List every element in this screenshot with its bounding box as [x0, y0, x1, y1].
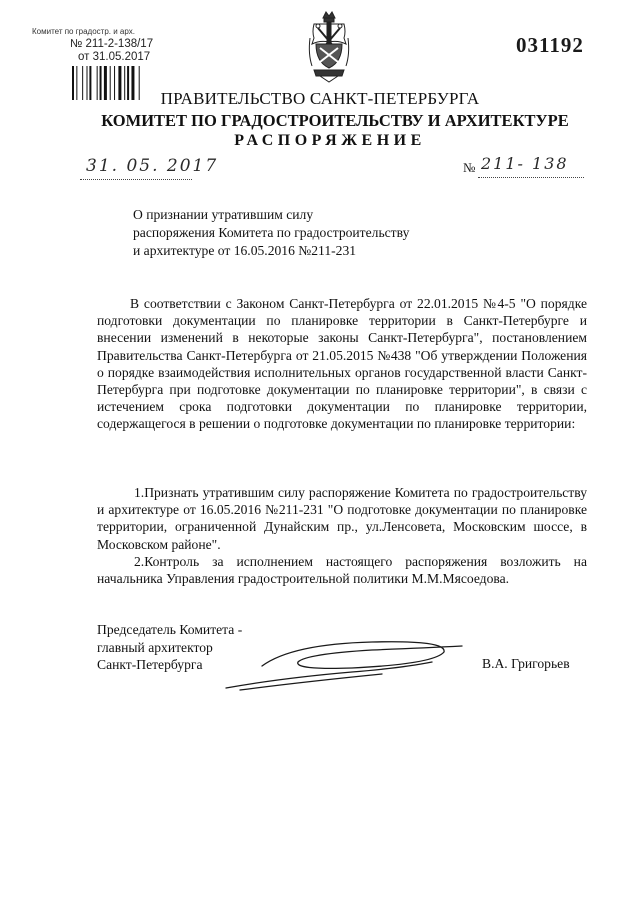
- order-subject: [133, 206, 453, 260]
- signer-position-line: Председатель Комитета -: [97, 622, 243, 637]
- subject-line: О признании утратившим силу: [133, 207, 314, 222]
- signer-position-line: главный архитектор: [97, 639, 213, 655]
- coat-of-arms-emblem: [306, 8, 352, 84]
- item-1-paragraph: 1.Признать утратившим силу распоряжение Комитета по градостроительству и архитектуре от 16.05.2016 №211-231 "О подготовке документации по планировке территории, ограниченной Дунайским пр., ул.Ленсовета, Московским шоссе, в Московском районе".: [97, 485, 587, 552]
- registration-date: от 31.05.2017: [78, 51, 151, 63]
- number-underline: [478, 177, 584, 178]
- order-type-title: РАСПОРЯЖЕНИЕ: [234, 132, 426, 149]
- subject-line: распоряжения Комитета по градостроительству: [133, 225, 410, 240]
- committee-title: КОМИТЕТ ПО ГРАДОСТРОИТЕЛЬСТВУ И АРХИТЕКТУРЕ: [101, 111, 569, 130]
- date-underline: [80, 179, 192, 180]
- subject-line: и архитектуре от 16.05.2016 №211-231: [133, 243, 357, 258]
- signer-name: В.А. Григорьев: [482, 656, 570, 671]
- order-number: 211- 138: [481, 154, 569, 173]
- item-2-paragraph: 2.Контроль за исполнением настоящего распоряжения возложить на начальника Управления градостроительной политики М.М.Мясоедова.: [97, 554, 587, 587]
- registration-number: № 211-2-138/17: [70, 38, 154, 50]
- registration-stamp-header: Комитет по градостр. и арх.: [32, 28, 135, 36]
- signer-position-line: Санкт-Петербурга: [97, 657, 203, 672]
- handwritten-signature: [222, 634, 472, 694]
- government-title: ПРАВИТЕЛЬСТВО САНКТ-ПЕТЕРБУРГА: [160, 89, 480, 108]
- document-number: 031192: [516, 33, 584, 57]
- signer-position: [97, 621, 242, 674]
- number-sign: №: [463, 160, 476, 175]
- preamble-paragraph: В соответствии с Законом Санкт-Петербурга от 22.01.2015 №4-5 "О порядке подготовки документации по планировке территории в Санкт-Петербурге и внесении изменений в некоторые законы Санкт-Петербурга", постановлением Правительства Санкт-Петербурга от 21.05.2015 №438 "Об утверждении Положения о порядке взаимодействия исполнительных органов государственной власти Санкт-Петербурга при подготовке документации по планировке территории", в связи с истечением срока подготовки документации по планировке территории, содержащегося в решении о подготовке документации по планировке территории:: [97, 296, 587, 432]
- order-date: 31. 05. 2017: [86, 156, 219, 176]
